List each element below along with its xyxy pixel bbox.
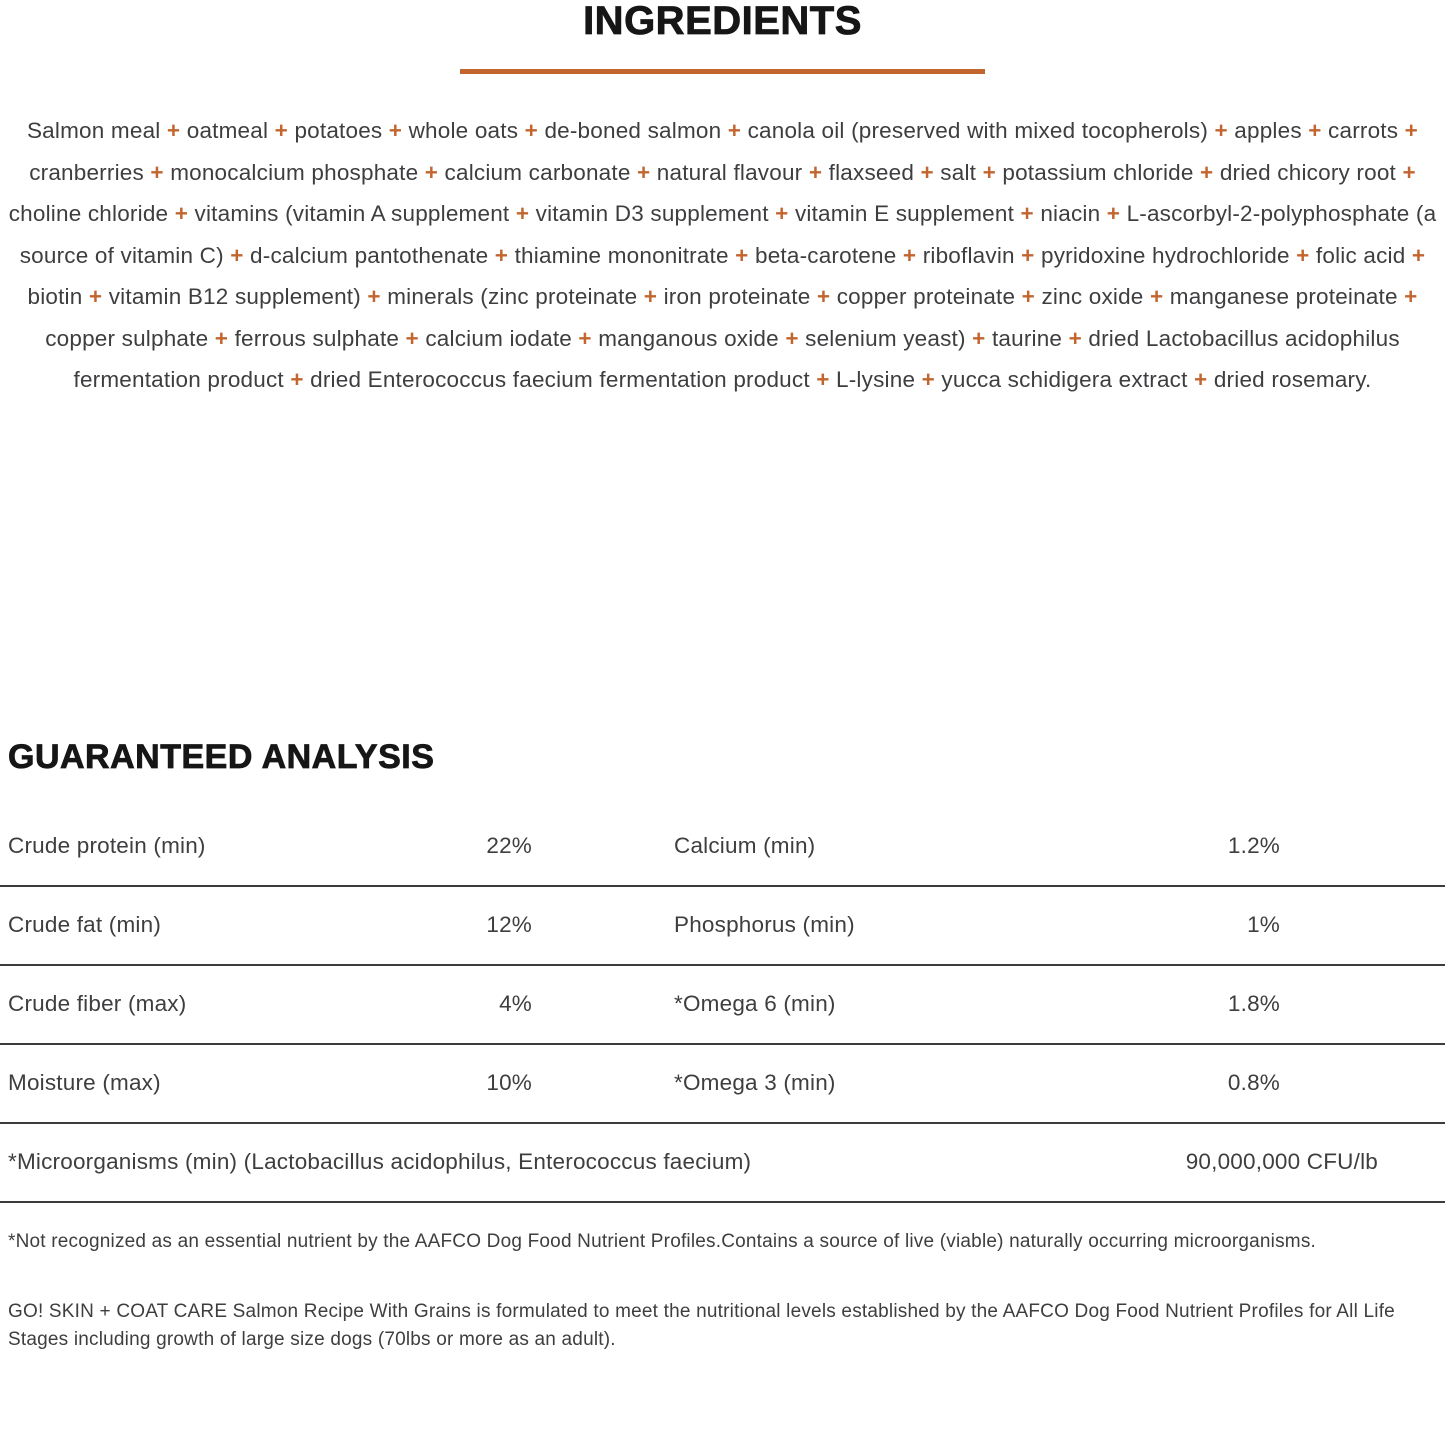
- ingredients-section: [0, 0, 1445, 401]
- ingredient-item: niacin: [1040, 201, 1101, 226]
- plus-separator: +: [809, 367, 837, 392]
- ingredient-item: choline chloride: [8, 201, 169, 226]
- nutrient-label: Moisture (max): [8, 1070, 161, 1095]
- ingredient-item: copper proteinate: [836, 284, 1016, 309]
- plus-separator: +: [778, 325, 806, 351]
- plus-separator: +: [418, 159, 445, 185]
- plus-separator: +: [630, 159, 657, 185]
- plus-separator: +: [1014, 201, 1041, 226]
- nutrient-label: Phosphorus (min): [674, 912, 855, 937]
- ingredient-item: vitamin D3 supplement: [535, 201, 769, 226]
- ingredient-item: apples: [1234, 118, 1302, 143]
- ingredient-item: L-ascorbyl-2-polyphosphate (a source of vitamin C): [19, 201, 1437, 268]
- analysis-row: [0, 966, 1445, 1045]
- plus-separator: +: [1015, 284, 1042, 309]
- microorganisms-row: [0, 1124, 1445, 1203]
- ingredient-item: thiamine mononitrate: [514, 242, 729, 268]
- ingredient-item: folic acid: [1315, 242, 1406, 268]
- ingredient-item: pyridoxine hydrochloride: [1040, 242, 1290, 268]
- analysis-row: [0, 808, 1445, 887]
- plus-separator: +: [268, 118, 295, 143]
- plus-separator: +: [518, 118, 545, 143]
- ingredient-item: potatoes: [294, 118, 383, 143]
- plus-separator: +: [1062, 325, 1089, 351]
- ingredient-item: dried Enterococcus faecium fermentation product: [310, 367, 810, 392]
- analysis-row: [0, 887, 1445, 966]
- analysis-row: [0, 1045, 1445, 1124]
- plus-separator: +: [1208, 118, 1235, 143]
- plus-separator: +: [915, 367, 942, 392]
- formulation-note: GO! SKIN + COAT CARE Salmon Recipe With Grains is formulated to meet the nutritional levels established by the AAFCO Dog Food Nutrient Profiles for All Life Stages including growth of large size dogs (70lbs or more as an adult).: [8, 1300, 1395, 1350]
- nutrient-value: 4%: [499, 991, 532, 1016]
- plus-separator: +: [168, 201, 195, 226]
- ingredient-item: selenium yeast): [805, 325, 966, 351]
- ingredient-item: dried rosemary.: [1213, 367, 1372, 392]
- ingredient-item: salt: [940, 159, 977, 185]
- ingredient-item: potassium chloride: [1002, 159, 1194, 185]
- ingredient-item: oatmeal: [186, 118, 269, 143]
- ingredients-divider: [460, 69, 985, 74]
- nutrient-value: 1.8%: [1227, 991, 1280, 1016]
- ingredient-item: beta-carotene: [754, 242, 897, 268]
- nutrient-label: Crude protein (min): [8, 833, 206, 858]
- guaranteed-analysis-section: [0, 738, 1445, 1354]
- plus-separator: +: [768, 201, 795, 226]
- plus-separator: +: [1405, 242, 1426, 268]
- plus-separator: +: [399, 325, 426, 351]
- ingredient-item: canola oil (preserved with mixed tocopherols): [747, 118, 1209, 143]
- plus-separator: +: [1187, 367, 1214, 392]
- ingredient-item: calcium iodate: [425, 325, 572, 351]
- nutrient-value: 1.2%: [1227, 833, 1280, 858]
- plus-separator: +: [208, 325, 235, 351]
- ingredient-item: taurine: [991, 325, 1063, 351]
- plus-separator: +: [810, 284, 837, 309]
- plus-separator: +: [360, 284, 388, 309]
- plus-separator: +: [1289, 242, 1316, 268]
- nutrient-label: Calcium (min): [674, 833, 816, 858]
- ingredient-item: cranberries: [29, 159, 144, 185]
- nutrient-label: *Microorganisms (min) (Lactobacillus acidophilus, Enterococcus faecium): [8, 1149, 752, 1174]
- plus-separator: +: [1193, 159, 1220, 185]
- plus-separator: +: [637, 284, 664, 309]
- ingredient-item: de-boned salmon: [544, 118, 722, 143]
- plus-separator: +: [571, 325, 599, 351]
- ingredient-item: ferrous sulphate: [234, 325, 400, 351]
- nutrient-value: 10%: [486, 1070, 532, 1095]
- plus-separator: +: [382, 118, 409, 143]
- ingredient-item: manganous oxide: [598, 325, 779, 351]
- plus-separator: +: [721, 118, 748, 143]
- plus-separator: +: [976, 159, 1003, 185]
- guaranteed-analysis-title: GUARANTEED ANALYSIS: [8, 737, 435, 776]
- plus-separator: +: [802, 159, 829, 185]
- ingredient-item: flaxseed: [828, 159, 915, 185]
- ingredient-item: riboflavin: [922, 242, 1015, 268]
- ingredient-item: L-lysine: [836, 367, 916, 392]
- plus-separator: +: [1396, 159, 1416, 185]
- plus-separator: +: [488, 242, 515, 268]
- ingredient-item: vitamin B12 supplement): [108, 284, 361, 309]
- ingredient-item: d-calcium pantothenate: [250, 242, 489, 268]
- ingredient-item: natural flavour: [656, 159, 803, 185]
- ingredient-item: calcium carbonate: [444, 159, 631, 185]
- plus-separator: +: [143, 159, 171, 185]
- plus-separator: +: [1100, 201, 1127, 226]
- ingredients-title: INGREDIENTS: [583, 0, 862, 43]
- ingredient-item: iron proteinate: [663, 284, 811, 309]
- ingredient-item: dried Lactobacillus acidophilus fermentation product: [73, 325, 1400, 392]
- plus-separator: +: [1143, 284, 1170, 309]
- ingredient-item: vitamin E supplement: [794, 201, 1015, 226]
- plus-separator: +: [896, 242, 923, 268]
- ingredient-item: copper sulphate: [45, 325, 209, 351]
- plus-separator: +: [1301, 118, 1329, 143]
- plus-separator: +: [82, 284, 109, 309]
- ingredient-item: zinc oxide: [1041, 284, 1144, 309]
- ingredient-item: vitamins (vitamin A supplement: [194, 201, 510, 226]
- plus-separator: +: [160, 118, 187, 143]
- nutrient-value: 0.8%: [1227, 1070, 1280, 1095]
- aafco-footnote: *Not recognized as an essential nutrient by the AAFCO Dog Food Nutrient Profiles.Contains a source of live (viable) naturally occurring microorganisms.: [8, 1230, 1317, 1252]
- plus-separator: +: [283, 367, 311, 392]
- nutrient-value: 22%: [486, 833, 532, 858]
- plus-separator: +: [1397, 284, 1418, 309]
- plus-separator: +: [1398, 118, 1419, 143]
- ingredient-item: dried chicory root: [1219, 159, 1397, 185]
- plus-separator: +: [965, 325, 992, 351]
- nutrient-label: *Omega 6 (min): [674, 991, 836, 1016]
- ingredient-item: monocalcium phosphate: [170, 159, 419, 185]
- plus-separator: +: [914, 159, 941, 185]
- nutrient-label: *Omega 3 (min): [674, 1070, 836, 1095]
- ingredient-item: whole oats: [408, 118, 519, 143]
- nutrient-label: Crude fat (min): [8, 912, 162, 937]
- ingredient-item: manganese proteinate: [1169, 284, 1398, 309]
- nutrient-value: 12%: [486, 912, 532, 937]
- plus-separator: +: [1014, 242, 1041, 268]
- plus-separator: +: [509, 201, 536, 226]
- nutrient-value: 90,000,000 CFU/lb: [1185, 1149, 1378, 1174]
- guaranteed-analysis-table: [0, 808, 1445, 1203]
- plus-separator: +: [728, 242, 755, 268]
- nutrient-value: 1%: [1247, 912, 1280, 937]
- ingredient-item: yucca schidigera extract: [941, 367, 1188, 392]
- nutrient-label: Crude fiber (max): [8, 991, 187, 1016]
- ingredient-item: biotin: [27, 284, 83, 309]
- ingredient-item: carrots: [1328, 118, 1399, 143]
- ingredient-item: Salmon meal: [26, 118, 161, 143]
- plus-separator: +: [223, 242, 251, 268]
- ingredients-paragraph: [0, 110, 1445, 401]
- ingredient-item: minerals (zinc proteinate: [387, 284, 638, 309]
